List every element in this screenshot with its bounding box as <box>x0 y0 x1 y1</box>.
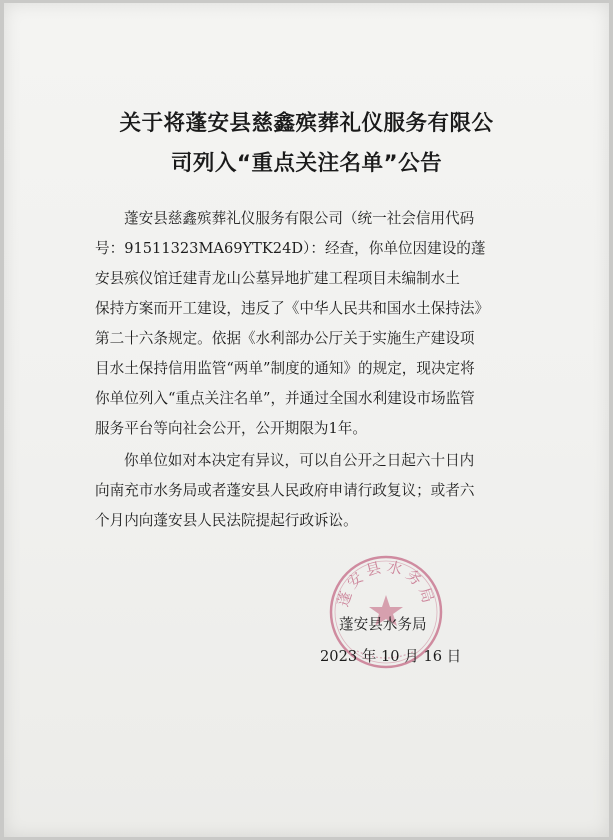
body-line-8: 服务平台等向社会公开，公开期限为1年。 <box>95 420 367 437</box>
body-line-2: 号：91511323MA69YTK24D）：经查，你单位因建设的蓬 <box>95 240 486 257</box>
notice-title-line-1: 关于将蓬安县慈鑫殡葬礼仪服务有限公 <box>119 111 494 136</box>
body-line-9: 你单位如对本决定有异议，可以自公开之日起六十日内 <box>124 452 475 469</box>
body-line-7: 你单位列入“重点关注名单”，并通过全国水利建设市场监管 <box>95 390 475 407</box>
body-line-11: 个月内向蓬安县人民法院提起行政诉讼。 <box>95 512 358 529</box>
seal-arc-text: 蓬安县水务局 <box>333 557 439 609</box>
notice-title-line-2: 司列入“重点关注名单”公告 <box>170 151 443 176</box>
signature-org: 蓬安县水务局 <box>339 616 427 633</box>
body-line-5: 第二十六条规定。依据《水利部办公厅关于实施生产建设项 <box>95 330 475 347</box>
body-line-6: 目水土保持信用监管“两单”制度的通知》的规定，现决定将 <box>95 360 475 377</box>
body-line-4: 保持方案而开工建设，违反了《中华人民共和国水土保持法》 <box>95 300 490 317</box>
body-line-1: 蓬安县慈鑫殡葬礼仪服务有限公司（统一社会信用代码 <box>124 210 475 227</box>
body-line-10: 向南充市水务局或者蓬安县人民政府申请行政复议；或者六 <box>95 482 475 499</box>
body-line-3: 安县殡仪馆迁建青龙山公墓异地扩建工程项目未编制水土 <box>95 270 460 287</box>
signature-date: 2023 年 10 月 16 日 <box>320 648 462 665</box>
